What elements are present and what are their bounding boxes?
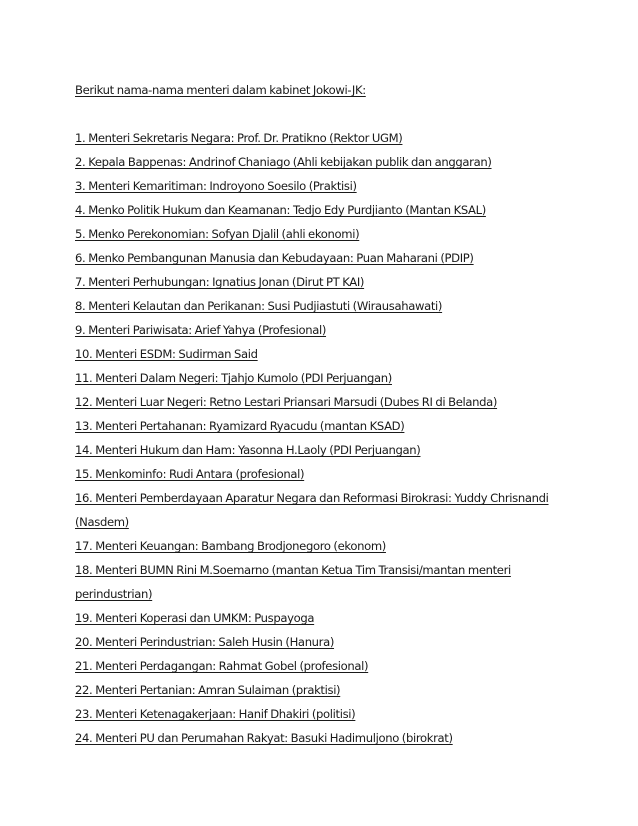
list-item: 13. Menteri Pertahanan: Ryamizard Ryacudu (mantan KSAD) (75, 419, 405, 433)
list-item: 18. Menteri BUMN Rini M.Soemarno (mantan Ketua Tim Transisi/mantan menteri (75, 563, 511, 577)
list-item: 17. Menteri Keuangan: Bambang Brodjonegoro (ekonom) (75, 539, 386, 553)
list-item: 24. Menteri PU dan Perumahan Rakyat: Basuki Hadimuljono (birokrat) (75, 731, 453, 745)
list-item: 5. Menko Perekonomian: Sofyan Djalil (ahli ekonomi) (75, 227, 360, 241)
list-item-continuation: (Nasdem) (75, 515, 129, 529)
list-item: 14. Menteri Hukum dan Ham: Yasonna H.Laoly (PDI Perjuangan) (75, 443, 421, 457)
list-item: 6. Menko Pembangunan Manusia dan Kebudayaan: Puan Maharani (PDIP) (75, 251, 474, 265)
list-item: 3. Menteri Kemaritiman: Indroyono Soesilo (Praktisi) (75, 179, 357, 193)
list-item: 1. Menteri Sekretaris Negara: Prof. Dr. Pratikno (Rektor UGM) (75, 131, 403, 145)
list-item: 20. Menteri Perindustrian: Saleh Husin (Hanura) (75, 635, 335, 649)
list-item-continuation: perindustrian) (75, 587, 153, 601)
list-item: 15. Menkominfo: Rudi Antara (profesional) (75, 467, 305, 481)
list-item: 8. Menteri Kelautan dan Perikanan: Susi Pudjiastuti (Wirausahawati) (75, 299, 443, 313)
list-item: 9. Menteri Pariwisata: Arief Yahya (Profesional) (75, 323, 327, 337)
list-item: 2. Kepala Bappenas: Andrinof Chaniago (Ahli kebijakan publik dan anggaran) (75, 155, 492, 169)
list-item: 4. Menko Politik Hukum dan Keamanan: Tedjo Edy Purdjianto (Mantan KSAL) (75, 203, 486, 217)
list-item: 19. Menteri Koperasi dan UMKM: Puspayoga (75, 611, 315, 625)
document-heading: Berikut nama-nama menteri dalam kabinet Jokowi-JK: (75, 83, 366, 97)
spacer (75, 102, 620, 126)
list-item: 10. Menteri ESDM: Sudirman Said (75, 347, 258, 361)
list-item: 11. Menteri Dalam Negeri: Tjahjo Kumolo (PDI Perjuangan) (75, 371, 392, 385)
list-item: 16. Menteri Pemberdayaan Aparatur Negara dan Reformasi Birokrasi: Yuddy Chrisnandi (75, 491, 549, 505)
list-item: 12. Menteri Luar Negeri: Retno Lestari Priansari Marsudi (Dubes RI di Belanda) (75, 395, 498, 409)
document-page (75, 78, 620, 750)
list-item: 21. Menteri Perdagangan: Rahmat Gobel (profesional) (75, 659, 369, 673)
list-item: 23. Menteri Ketenagakerjaan: Hanif Dhakiri (politisi) (75, 707, 356, 721)
list-item: 7. Menteri Perhubungan: Ignatius Jonan (Dirut PT KAI) (75, 275, 365, 289)
list-item: 22. Menteri Pertanian: Amran Sulaiman (praktisi) (75, 683, 341, 697)
